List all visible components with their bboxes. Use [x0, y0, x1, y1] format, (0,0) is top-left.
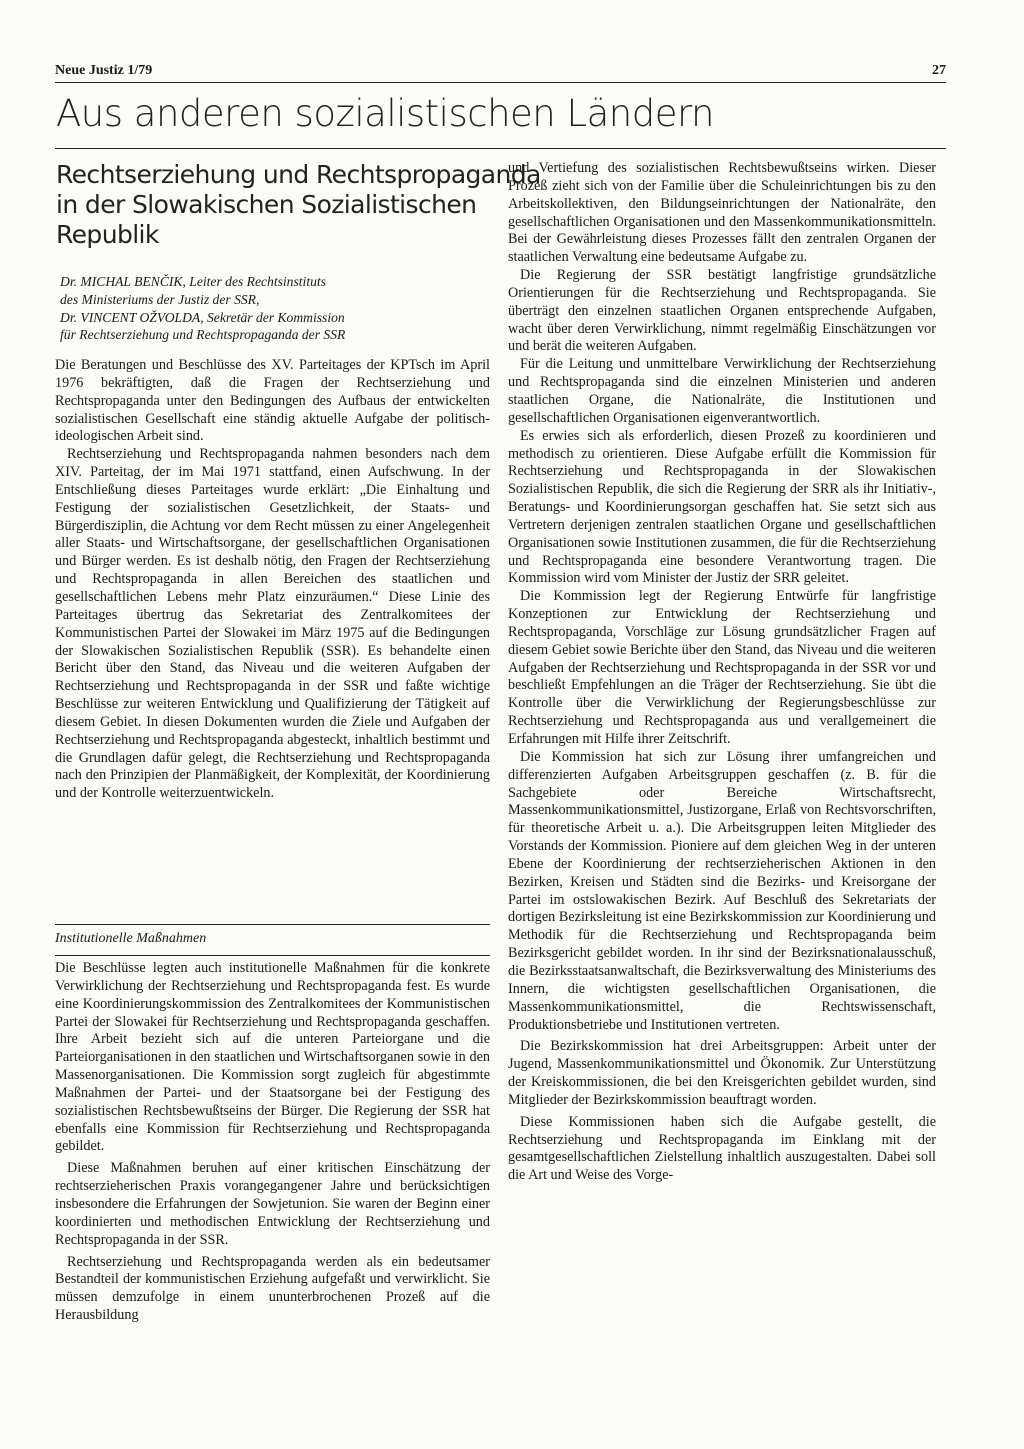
author-line: Dr. VINCENT OŽVOLDA, Sekretär der Kommission: [60, 309, 345, 325]
author-line: für Rechtserziehung und Rechtspropaganda der SSR: [60, 327, 346, 343]
body-paragraph: Diese Maßnahmen beruhen auf einer kritischen Einschätzung der rechtserzieherischen Praxis vorangegangener Jahre und berücksichtigen insbesondere die Erfahrungen der Sowjetunion. Sie waren der Beginn einer koordinierten und methodischen Entwicklung der Rechtserziehung und Rechtspropaganda in der SSR.: [55, 1160, 490, 1248]
body-paragraph: Rechtserziehung und Rechtspropaganda werden als ein bedeutsamer Bestandteil der kommunistischen Erziehung aufgefaßt und verwirklicht. Sie müssen demzufolge in einem ununterbrochenen Prozeß auf die Herausbildung: [55, 1253, 490, 1324]
subheading-block: [55, 924, 490, 956]
body-paragraph: Diese Kommissionen haben sich die Aufgabe gestellt, die Rechtserziehung und Rechtspropaganda im Einklang mit der gesamtgesellschaftlichen Zielstellung inhaltlich auszugestalten. Dabei soll die Art und Weise des Vorge-: [508, 1113, 936, 1184]
body-paragraph: Die Regierung der SSR bestätigt langfristige grundsätzliche Orientierungen für die Rechtserziehung und Rechtspropaganda. Sie überträgt den einzelnen staatlichen Organen entsprechende Aufgaben, wacht über deren Verwirklichung, nimmt regelmäßig Einschätzungen vor und berät die weiteren Aufgaben.: [508, 267, 936, 355]
subheading: Institutionelle Maßnahmen: [55, 931, 207, 946]
article-title: [56, 160, 541, 250]
right-column: [508, 160, 936, 1185]
page-number: 27: [932, 63, 946, 78]
left-column-top: [55, 357, 490, 803]
article-title-line: Republik: [56, 220, 159, 249]
left-column-bottom: [55, 960, 490, 1325]
section-rule: [55, 148, 946, 149]
body-paragraph: und Vertiefung des sozialistischen Rechtsbewußtseins wirken. Dieser Prozeß zieht sich von der Familie über die Schuleinrichtungen bis zu den Arbeitskollektiven, den Bildungseinrichtungen der Nationalräte, den gesellschaftlichen Organisationen und den Massenkommunikationsmitteln. Bei der Gewährleistung dieses Prozesses fällt den zentralen Organen der staatlichen Verwaltung eine bedeutsame Aufgabe zu.: [508, 160, 936, 266]
journal-issue: Neue Justiz 1/79: [55, 63, 153, 78]
running-header: [55, 63, 946, 81]
body-paragraph: Es erwies sich als erforderlich, diesen Prozeß zu koordinieren und methodisch zu orientieren. Diese Aufgabe erfüllt die Kommission für Rechtserziehung und Rechtspropaganda in der Slowakischen Sozialistischen Republik, die sich die Regierung der SRR als ihr Initiativ-, Beratungs- und Koordinierungsorgan geschaffen hat. Sie setzt sich aus Vertretern derjenigen zentralen staatlichen Organe und gesellschaftlichen Organisationen sowie Institutionen zusammen, die für die Rechtserziehung und Rechtspropaganda eine besondere Verantwortung tragen. Die Kommission wird vom Minister der Justiz der SRR geleitet.: [508, 427, 936, 587]
author-block: [60, 273, 500, 344]
body-paragraph: Die Beratungen und Beschlüsse des XV. Parteitages der KPTsch im April 1976 bekräftigten, daß die Fragen der Rechtserziehung und Rechtspropaganda unter den Bedingungen des Aufbaus der entwickelten sozialistischen Gesellschaft eine ständig aktuelle Aufgabe der politisch-ideologischen Arbeit sind.: [55, 357, 490, 445]
article-title-line: Rechtserziehung und Rechtspropaganda: [56, 160, 541, 189]
header-rule: [55, 82, 946, 83]
body-paragraph: Für die Leitung und unmittelbare Verwirklichung der Rechtserziehung und Rechtspropaganda sind die einzelnen Ministerien und anderen staatlichen Organe, die Nationalräte, die Institutionen und gesellschaftlichen Organisationen eigenverantwortlich.: [508, 356, 936, 426]
author-line: Dr. MICHAL BENČIK, Leiter des Rechtsinstituts: [60, 274, 326, 289]
body-paragraph: Die Bezirkskommission hat drei Arbeitsgruppen: Arbeit unter der Jugend, Massenkommunikationsmittel und Ökonomik. Zur Unterstützung der Kreiskommissionen, die bei den Kreisgerichten gebildet wurden, sind Mitglieder der Bezirkskommission beauftragt worden.: [508, 1038, 936, 1108]
body-paragraph: Die Kommission hat sich zur Lösung ihrer umfangreichen und differenzierten Aufgaben Arbeitsgruppen geschaffen (z. B. für die Sachgebiete oder Bereiche Wirtschaftsrecht, Massenkommunikationsmittel, Justizorgane, Erlaß von Rechtsvorschriften, für theoretische Arbeit u. a.). Die Arbeitsgruppen leiten Mitglieder des Vorstands der Kommission. Pioniere auf dem gleichen Weg in der unteren Ebene der Koordinierung der rechtserzieherischen Aktionen in den Bezirken, Kreisen und Städten sind die Bezirks- und Kreisorgane der Partei im ostslowakischen Bezirk. Auf Beschluß des Sekretariats der dortigen Bezirksleitung ist eine Bezirkskommission zur Koordinierung und Methodik für die Rechtserziehung und Rechtspropaganda beim Bezirksgericht gebildet worden. In ihr sind der Bezirksnationalausschuß, die Bezirksstaatsanwaltschaft, die Bezirksverwaltung des Ministeriums des Innern, die wichtigsten gesellschaftlichen Organisationen, die Massenkommunikationsmittel, die Rechtswissenschaft, Produktionsbetriebe und Institutionen vertreten.: [508, 748, 936, 1033]
author-line: des Ministeriums der Justiz der SSR,: [60, 291, 260, 307]
article-title-line: in der Slowakischen Sozialistischen: [56, 190, 477, 219]
body-paragraph: Die Beschlüsse legten auch institutionelle Maßnahmen für die konkrete Verwirklichung der Rechtserziehung und Rechtspropaganda fest. Es wurde eine Koordinierungskommission des Zentralkomitees der Kommunistischen Partei der Slowakei für Rechtserziehung und Rechtspropaganda geschaffen. Ihre Arbeit bezieht sich auf die unteren Parteiorgane und die Parteiorganisationen in den staatlichen und Wirtschaftsorganen sowie in den Massenorganisationen. Die Kommission sorgt zugleich für abgestimmte Maßnahmen der Partei- und der Staatsorgane bei der Festigung des sozialistischen Rechtsbewußtseins der Bürger. Die Regierung der SSR hat ebenfalls eine Kommission für Rechtserziehung und Rechtspropaganda gebildet.: [55, 960, 490, 1155]
body-paragraph: Die Kommission legt der Regierung Entwürfe für langfristige Konzeptionen zur Entwicklung der Rechtserziehung und Rechtspropaganda, Vorschläge zur Lösung grundsätzlicher Fragen auf diesem Gebiet sowie Berichte über den Stand, das Niveau und die weiteren Aufgaben der Rechtserziehung und Rechtspropaganda in der SSR vor und beschließt Empfehlungen an die Träger der Rechtserziehung. Sie übt die Kontrolle über die Verwirklichung der Regierungsbeschlüsse zur Rechtserziehung und Rechtspropaganda aus und verallgemeinert die Erfahrungen mit Hilfe ihrer Zeitschrift.: [508, 588, 936, 747]
section-title: Aus anderen sozialistischen Ländern: [56, 92, 715, 135]
subheading-rule: [55, 955, 490, 956]
body-paragraph: Rechtserziehung und Rechtspropaganda nahmen besonders nach dem XIV. Parteitag, der im Mai 1971 stattfand, einen Aufschwung. In der Entschließung dieses Parteitages wurde erklärt: „Die Einhaltung und Festigung der sozialistischen Gesetzlichkeit, der Staats- und Bürgerdisziplin, die Achtung vor dem Recht müssen zu einer Angelegenheit aller Staats- und Wirtschaftsorgane, der gesellschaftlichen Organisationen und Bürger werden. Es ist deshalb nötig, den Fragen der Rechtserziehung und Rechtspropaganda in allen Bereichen des staatlichen und gesellschaftlichen Lebens mehr Platz einzuräumen.“ Diese Linie des Parteitages übertrug das Sekretariat des Zentralkomitees der Kommunistischen Partei der Slowakei im März 1975 auf die Bedingungen der Slowakischen Sozialistischen Republik (SSR). Es behandelte einen Bericht über den Stand, das Niveau und die weiteren Aufgaben der Rechtserziehung und Rechtspropaganda in der SSR und faßte wichtige Beschlüsse zur weiteren Entwicklung und Qualifizierung der Tätigkeit auf diesem Gebiet. In diesen Dokumenten wurden die Ziele und Aufgaben der Rechtserziehung und Rechtspropaganda abgesteckt, inhaltlich bestimmt und die Grundlagen dafür gelegt, die Rechtserziehung und Rechtspropaganda nach den Prinzipien der Planmäßigkeit, der Komplexität, der Koordinierung und der Kontrolle weiterzuentwickeln.: [55, 446, 490, 802]
